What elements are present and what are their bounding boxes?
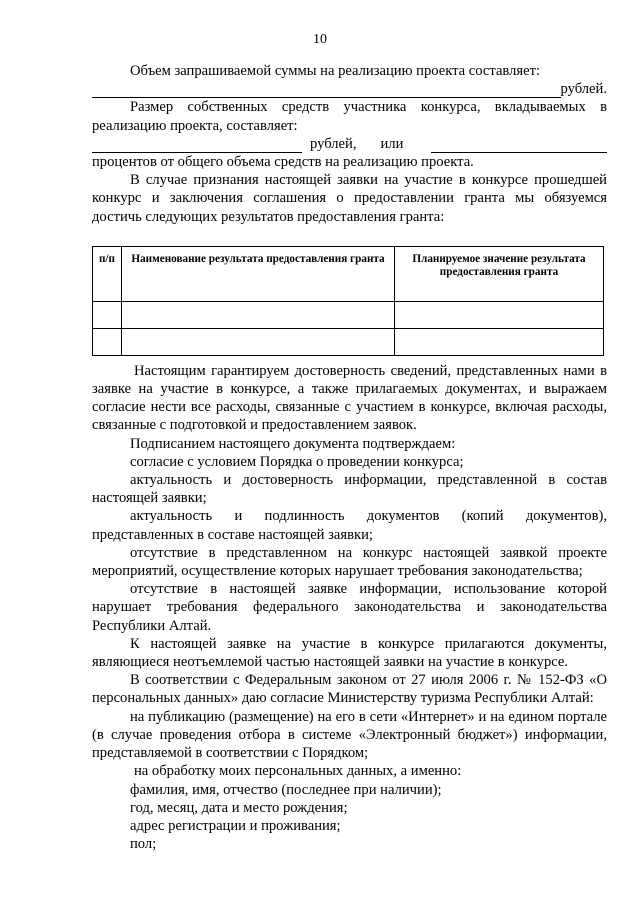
paragraph: Подписанием настоящего документа подтверждаем: <box>130 435 456 452</box>
table-cell <box>93 328 122 355</box>
sum-currency: рублей. <box>560 81 607 98</box>
paragraph: на публикацию (размещение) на его в сети «Интернет» и на едином портале (в случае проведения отбора в системе «Электронный бюджет») информации, представляемой в соответствии с Порядком; <box>92 708 607 762</box>
paragraph: фамилия, имя, отчество (последнее при наличии); <box>130 781 442 798</box>
paragraph: пол; <box>130 836 157 853</box>
table-cell <box>122 301 395 328</box>
table-cell <box>93 301 122 328</box>
paragraph: актуальность и подлинность документов (копий документов), представленных в составе настоящей заявки; <box>92 508 607 543</box>
paragraph: отсутствие в представленном на конкурс настоящей заявкой проекте мероприятий, осуществление которых нарушает требования законодательства; <box>92 544 607 580</box>
sum-line-row <box>92 80 607 98</box>
paragraph: адрес регистрации и проживания; <box>130 817 341 834</box>
paragraph: К настоящей заявке на участие в конкурсе прилагаются документы, являющиеся неотъемлемой частью настоящей заявки на участие в конкурсе. <box>92 635 607 671</box>
sum-blank-line <box>92 84 561 98</box>
paragraph: год, месяц, дата и место рождения; <box>130 799 348 816</box>
paragraph: отсутствие в настоящей заявке информации, использование которой нарушает требования федерального законодательства и законодательства Республики Алтай. <box>92 581 607 634</box>
results-table-header <box>93 246 604 301</box>
table-cell <box>395 328 604 355</box>
own-funds-percent-text: процентов от общего объема средств на реализацию проекта. <box>92 154 474 171</box>
own-funds-row <box>92 135 607 153</box>
paragraph: согласие с условием Порядка о проведении конкурса; <box>130 453 464 470</box>
table-cell <box>395 301 604 328</box>
own-funds-rub: рублей, <box>310 135 357 152</box>
sum-intro: Объем запрашиваемой суммы на реализацию проекта составляет: <box>130 63 541 79</box>
paragraph: Настоящим гарантируем достоверность сведений, представленных нами в заявке на участие в конкурсе, а также прилагаемых документах, и выражаем согласие нести все расходы, связанные с участием в конкурсе, включая расходы, связанные с подготовкой и предоставлением заявок. <box>92 362 607 434</box>
table-row <box>93 328 604 355</box>
table-cell <box>122 328 395 355</box>
table-row <box>93 301 604 328</box>
col-name-header: Наименование результата предоставления гранта <box>122 246 395 301</box>
own-funds-or: или <box>380 135 404 152</box>
own-funds-percent-blank <box>431 139 607 153</box>
paragraph: актуальность и достоверность информации, представленной в состав настоящей заявки; <box>92 472 607 507</box>
own-funds-rub-blank <box>92 139 302 153</box>
col-num-header: п/п <box>93 246 122 301</box>
results-table <box>92 246 604 356</box>
commitment-text: В случае признания настоящей заявки на участие в конкурсе прошедшей конкурс и заключения соглашения о предоставлении гранта мы обязуемся достичь следующих результатов предоставления гранта: <box>92 172 607 225</box>
paragraph-list <box>92 362 607 853</box>
page-number: 10 <box>313 32 327 47</box>
own-funds-text: Размер собственных средств участника конкурса, вкладываемых в реализацию проекта, составляет: <box>92 99 607 134</box>
document-body <box>92 62 607 853</box>
paragraph: на обработку моих персональных данных, а именно: <box>134 763 462 780</box>
col-value-header: Планируемое значение результата предоставления гранта <box>395 246 604 301</box>
paragraph: В соответствии с Федеральным законом от 27 июля 2006 г. № 152-ФЗ «О персональных данных» даю согласие Министерству туризма Республики Алтай: <box>92 672 607 707</box>
